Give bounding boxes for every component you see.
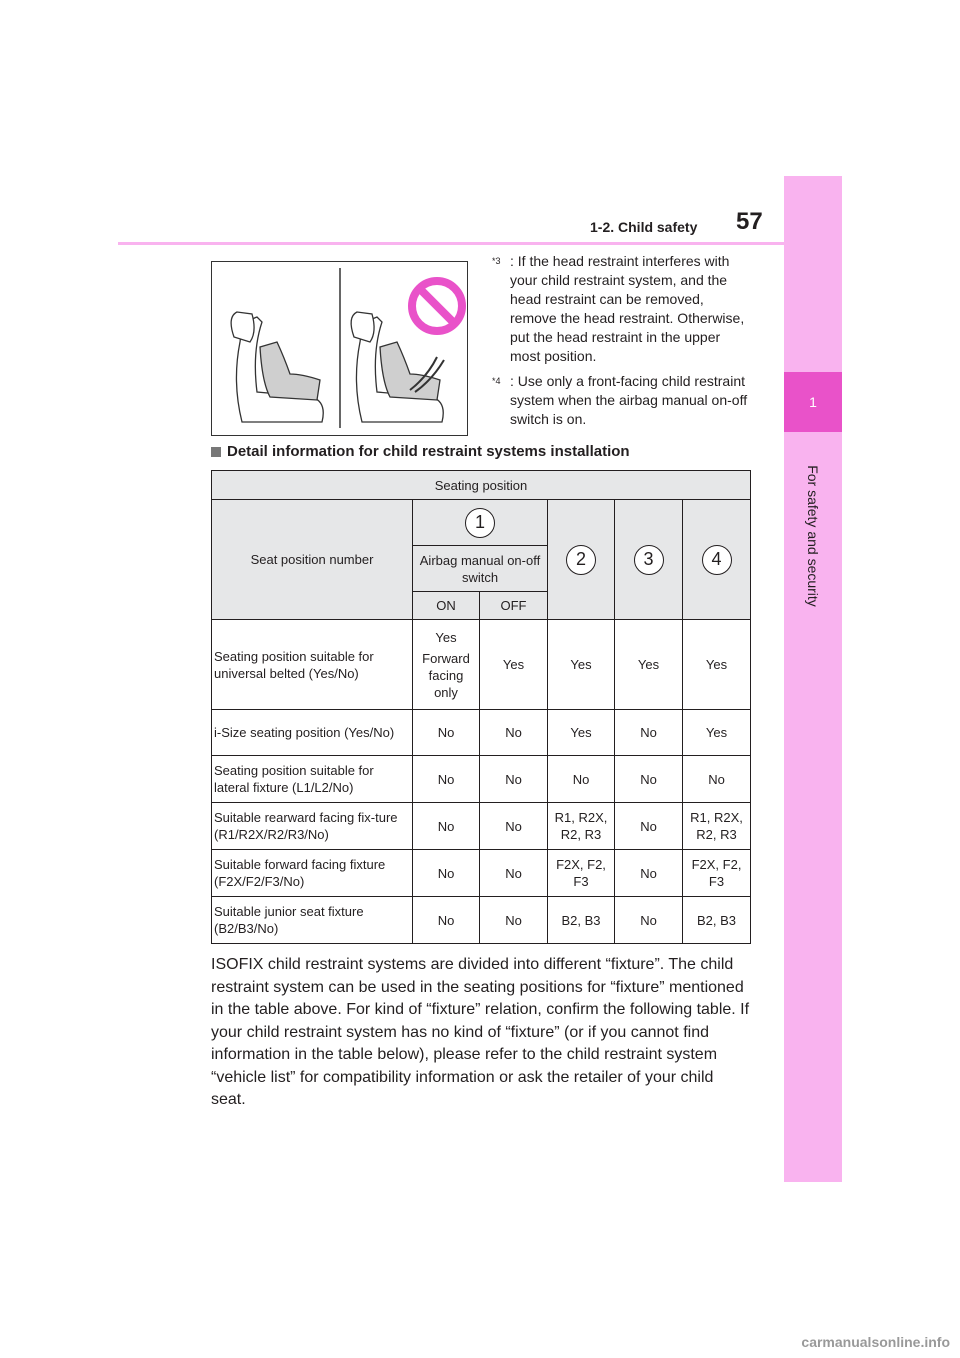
footnote-4 (492, 372, 752, 429)
header-seat-4 (683, 500, 751, 620)
table-row (212, 803, 751, 850)
table-cell: No (615, 756, 683, 803)
table-cell: No (548, 756, 615, 803)
seat-without-child-seat (231, 312, 323, 422)
header-off: OFF (480, 592, 548, 620)
table-cell: No (480, 710, 548, 756)
seat-number-4: 4 (702, 545, 732, 575)
header-rule (118, 242, 784, 245)
footnotes (492, 252, 752, 435)
table-cell: No (413, 756, 480, 803)
seat-illustration (211, 261, 468, 436)
seat-number-1: 1 (465, 508, 495, 538)
table-cell: No (413, 897, 480, 944)
chapter-side-tab (784, 176, 842, 1182)
table-cell: B2, B3 (683, 897, 751, 944)
seat-number-3: 3 (634, 545, 664, 575)
table-cell: No (480, 850, 548, 897)
table-cell: No (413, 803, 480, 850)
table-cell: Yes (480, 620, 548, 710)
table-cell: Yes (615, 620, 683, 710)
isofix-explanation: ISOFIX child restraint systems are divided into different “fixture”. The child restraint system can be used in the seating positions for “fixture” mentioned in the table above. For kind of “fixture” relation, confirm the following table. If your child restraint system has no kind of “fixture” (or if you cannot find information in the table below), please refer to the child restraint system “vehicle list” for compatibility information or ask the retailer of your child seat. (211, 956, 750, 1108)
row-label: Suitable rearward facing fix-ture (R1/R2X/R2/R3/No) (212, 803, 413, 850)
cell-note: Forward facing only (422, 650, 470, 700)
section-heading (211, 443, 630, 460)
bullet-square-icon (211, 447, 221, 457)
footnote-3 (492, 252, 752, 366)
table-cell: Yes (683, 620, 751, 710)
header-seat-1 (413, 500, 548, 546)
row-label: Seating position suitable for lateral fixture (L1/L2/No) (212, 756, 413, 803)
header-seat-3 (615, 500, 683, 620)
row-label: i-Size seating position (Yes/No) (212, 710, 413, 756)
table-cell: No (615, 803, 683, 850)
table-cell: No (480, 803, 548, 850)
header-on: ON (413, 592, 480, 620)
table-cell: No (615, 710, 683, 756)
table-cell: No (683, 756, 751, 803)
table-cell: Yes (548, 620, 615, 710)
row-label: Seating position suitable for universal belted (Yes/No) (212, 620, 413, 710)
header-seat-position-number: Seat position number (212, 500, 413, 620)
prohibited-icon (412, 281, 462, 331)
table-cell: B2, B3 (548, 897, 615, 944)
row-label: Suitable junior seat fixture (B2/B3/No) (212, 897, 413, 944)
table-cell: No (480, 756, 548, 803)
footnote-mark: *4 (492, 376, 501, 386)
footnote-text: : Use only a front-facing child restraint system when the airbag manual on-off switch is on. (510, 373, 748, 427)
footer-watermark: carmanualsonline.info (801, 1334, 950, 1350)
table-cell: No (480, 897, 548, 944)
header-seat-2 (548, 500, 615, 620)
table-cell: F2X, F2, F3 (683, 850, 751, 897)
table-cell: R1, R2X, R2, R3 (683, 803, 751, 850)
table-row (212, 756, 751, 803)
section-title: 1-2. Child safety (590, 219, 698, 235)
page-number: 57 (736, 208, 763, 235)
child-restraint-table (211, 470, 751, 944)
table-row (212, 850, 751, 897)
child-seat-drawing (212, 262, 467, 435)
seat-number-2: 2 (566, 545, 596, 575)
table-cell: No (413, 850, 480, 897)
header-airbag-switch: Airbag manual on-off switch (413, 546, 548, 592)
table-cell: Yes (683, 710, 751, 756)
table-cell: No (413, 710, 480, 756)
table-cell: No (615, 897, 683, 944)
table-row (212, 710, 751, 756)
table-cell: Yes (548, 710, 615, 756)
chapter-title: For safety and security (805, 465, 821, 607)
footnote-text: : If the head restraint interferes with your child restraint system, and the head restraint can be removed, remove the head restraint. Otherwise, put the head restraint in the upper most position. (510, 253, 745, 364)
table-cell: F2X, F2, F3 (548, 850, 615, 897)
section-heading-text: Detail information for child restraint systems installation (227, 443, 630, 460)
row-label: Suitable forward facing fixture (F2X/F2/F3/No) (212, 850, 413, 897)
chapter-number: 1 (784, 372, 842, 432)
footnote-mark: *3 (492, 256, 501, 266)
table-cell: R1, R2X, R2, R3 (548, 803, 615, 850)
header-seating-position: Seating position (212, 471, 751, 500)
table-row (212, 897, 751, 944)
table-cell (413, 620, 480, 710)
table-cell: No (615, 850, 683, 897)
table-row (212, 620, 751, 710)
cell-value: Yes (435, 629, 457, 645)
